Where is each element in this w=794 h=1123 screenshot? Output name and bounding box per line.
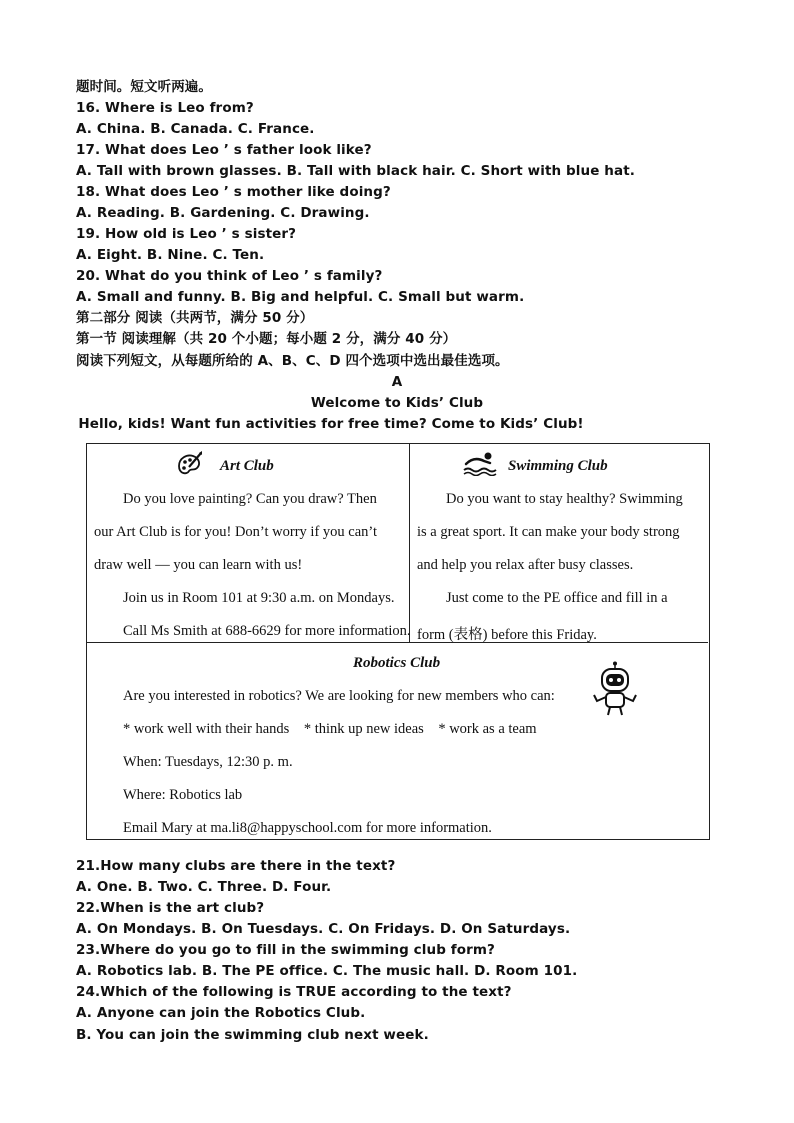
options-24-a: A. Anyone can join the Robotics Club. (76, 1005, 366, 1021)
question-24: 24.Which of the following is TRUE according to the text? (76, 984, 512, 1000)
art-club-title: Art Club (220, 458, 274, 474)
instruction-line: 阅读下列短文，从每题所给的 A、B、C、D 四个选项中选出最佳选项。 (76, 353, 509, 369)
robotics-club-cell (87, 643, 708, 838)
robotics-club-line-5: Email Mary at ma.li8@happyschool.com for more information. (123, 820, 492, 836)
options-21: A. One. B. Two. C. Three. D. Four. (76, 879, 332, 895)
robotics-club-line-1: Are you interested in robotics? We are looking for new members who can: (123, 688, 555, 704)
swimming-club-line-5: form (表格) before this Friday. (417, 627, 597, 643)
question-21: 21.How many clubs are there in the text? (76, 858, 396, 874)
art-club-line-4: Join us in Room 101 at 9:30 a.m. on Mondays. (123, 590, 395, 606)
art-club-line-5: Call Ms Smith at 688-6629 for more information. (123, 623, 411, 639)
art-club-line-3: draw well — you can learn with us! (94, 557, 303, 573)
swimming-club-line-3: and help you relax after busy classes. (417, 557, 634, 573)
clubs-table (86, 443, 710, 840)
subsection-heading: 第一节 阅读理解（共 20 个小题；每小题 2 分，满分 40 分） (76, 331, 457, 347)
palette-icon (175, 450, 203, 478)
question-19: 19. How old is Leo ’ s sister? (76, 226, 297, 242)
robotics-club-line-3: When: Tuesdays, 12:30 p. m. (123, 754, 293, 770)
swimming-club-line-2: is a great sport. It can make your body strong (417, 524, 680, 540)
swimming-club-cell (410, 444, 708, 643)
question-20: 20. What do you think of Leo ’ s family? (76, 268, 383, 284)
options-24-b: B. You can join the swimming club next week. (76, 1027, 429, 1043)
question-23: 23.Where do you go to fill in the swimming club form? (76, 942, 495, 958)
art-club-line-2: our Art Club is for you! Don’t worry if you can’t (94, 524, 377, 540)
options-22: A. On Mondays. B. On Tuesdays. C. On Fridays. D. On Saturdays. (76, 921, 571, 937)
options-20: A. Small and funny. B. Big and helpful. C. Small but warm. (76, 289, 525, 305)
art-club-line-1: Do you love painting? Can you draw? Then (123, 491, 377, 507)
question-17: 17. What does Leo ’ s father look like? (76, 142, 372, 158)
options-16: A. China. B. Canada. C. France. (76, 121, 315, 137)
question-18: 18. What does Leo ’ s mother like doing? (76, 184, 391, 200)
robotics-club-title: Robotics Club (353, 655, 441, 671)
options-23: A. Robotics lab. B. The PE office. C. The music hall. D. Room 101. (76, 963, 578, 979)
robot-icon (591, 661, 639, 717)
swimming-club-line-4: Just come to the PE office and fill in a (446, 590, 668, 606)
question-16: 16. Where is Leo from? (76, 100, 254, 116)
intro-line: 题时间。短文听两遍。 (76, 79, 212, 95)
question-22: 22.When is the art club? (76, 900, 265, 916)
part-two-heading: 第二部分 阅读（共两节，满分 50 分） (76, 310, 314, 326)
passage-letter: A (391, 374, 403, 390)
swimming-club-line-1: Do you want to stay healthy? Swimming (446, 491, 683, 507)
swimmer-icon (462, 450, 498, 476)
art-club-cell (87, 444, 410, 643)
robotics-club-line-2: * work well with their hands * think up new ideas * work as a team (123, 721, 537, 737)
robotics-club-line-4: Where: Robotics lab (123, 787, 243, 803)
options-17: A. Tall with brown glasses. B. Tall with black hair. C. Short with blue hat. (76, 163, 635, 179)
passage-title: Welcome to Kids’ Club (310, 395, 484, 411)
options-18: A. Reading. B. Gardening. C. Drawing. (76, 205, 370, 221)
swimming-club-title: Swimming Club (508, 458, 608, 474)
passage-subtitle: Hello, kids! Want fun activities for free time? Come to Kids’ Club! (78, 416, 584, 432)
options-19: A. Eight. B. Nine. C. Ten. (76, 247, 265, 263)
